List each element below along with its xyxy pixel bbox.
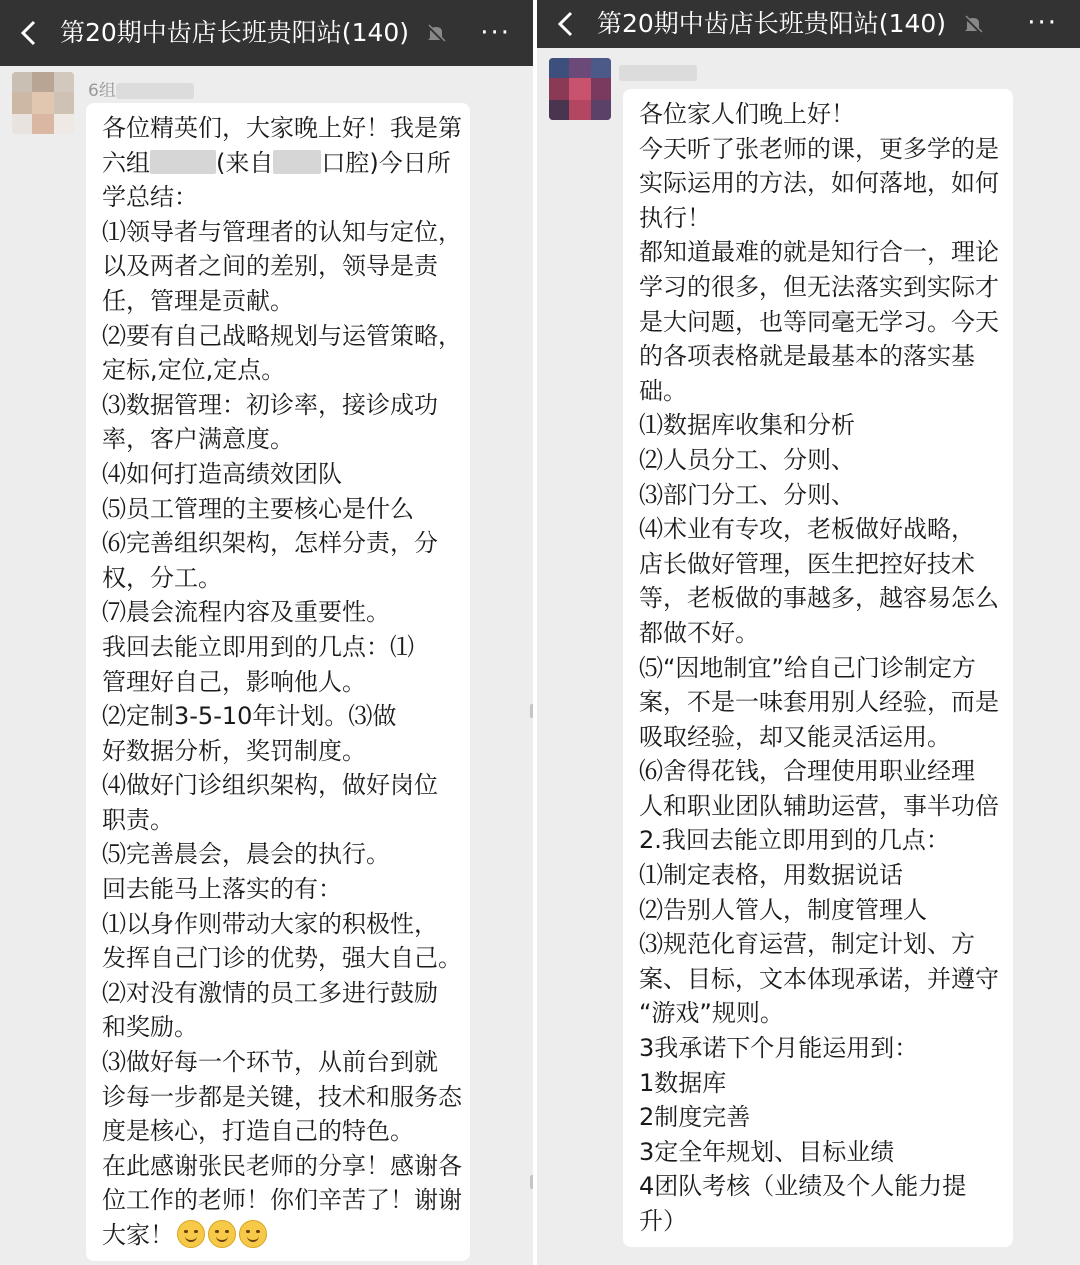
mute-bell-icon bbox=[962, 14, 984, 36]
message-line: 吸取经验，却又能灵活运用。 bbox=[639, 722, 951, 751]
chat-title bbox=[60, 0, 447, 66]
message-text: ⑴以身作则带动大家的积极性， bbox=[102, 909, 438, 938]
smile-emoji-icon bbox=[208, 1220, 236, 1248]
message-line bbox=[102, 1010, 456, 1045]
message-text: 回去能马上落实的有： bbox=[102, 875, 342, 904]
message-line: 案、目标，文本体现承诺，并遵守 bbox=[639, 964, 999, 993]
message-line: ⑷术业有专攻，老板做好战略， bbox=[639, 515, 975, 544]
message-line: 各位家人们晚上好！ bbox=[639, 100, 855, 128]
message-line: ⑵人员分工、分则、 bbox=[639, 445, 855, 474]
avatar[interactable] bbox=[549, 58, 611, 120]
message-line bbox=[102, 180, 456, 215]
message-text: 学总结： bbox=[102, 183, 198, 212]
message-text: ⑸员工管理的主要核心是什么 bbox=[102, 494, 414, 523]
message-text: ⑷如何打造高绩效团队 bbox=[102, 459, 342, 488]
chat-title-text: 第20期中齿店长班贵阳站(140) bbox=[60, 18, 410, 47]
message-line bbox=[102, 1045, 456, 1080]
message-line: 执行！ bbox=[639, 203, 711, 232]
message-line bbox=[102, 492, 456, 527]
message-text: 率，客户满意度。 bbox=[102, 425, 294, 454]
back-button[interactable] bbox=[551, 5, 581, 43]
message-text: 六组 bbox=[102, 148, 150, 177]
message-line: 升） bbox=[639, 1207, 687, 1235]
message-line: 都知道最难的就是知行合一，理论 bbox=[639, 238, 999, 267]
message-line: ⑶部门分工、分则、 bbox=[639, 480, 855, 509]
redacted-text bbox=[273, 150, 321, 174]
message-text: ⑵对没有激情的员工多进行鼓励 bbox=[102, 978, 438, 1007]
message-text: 度是核心，打造自己的特色。 bbox=[102, 1117, 414, 1146]
message-line: 人和职业团队辅助运营，事半功倍 bbox=[639, 791, 999, 820]
sender-name bbox=[619, 63, 697, 83]
message-text: ⑶做好每一个环节，从前台到就 bbox=[102, 1048, 438, 1077]
message-text: ⑴领导者与管理者的认知与定位， bbox=[102, 217, 462, 246]
message-text: 好数据分析，奖罚制度。 bbox=[102, 736, 366, 765]
scroll-indicator bbox=[530, 1175, 533, 1189]
avatar-image bbox=[549, 58, 611, 120]
redacted-name bbox=[619, 65, 697, 81]
message-line: 3我承诺下个月能运用到： bbox=[639, 1034, 919, 1063]
message-line bbox=[102, 215, 462, 250]
message-line: 今天听了张老师的课，更多学的是 bbox=[639, 134, 999, 163]
message-line bbox=[102, 561, 456, 596]
message-text: 大家！ bbox=[102, 1221, 174, 1249]
message-line bbox=[102, 1114, 456, 1149]
message-text: 位工作的老师！你们辛苦了！谢谢 bbox=[102, 1186, 462, 1215]
message-line: 1数据库 bbox=[639, 1068, 727, 1097]
message-line: ⑶规范化育运营，制定计划、方 bbox=[639, 930, 975, 959]
message-line bbox=[102, 665, 456, 700]
message-text: 发挥自己门诊的优势，强大自己。 bbox=[102, 944, 462, 973]
message-text: ⑶数据管理：初诊率，接诊成功 bbox=[102, 390, 438, 419]
message-bubble[interactable] bbox=[86, 103, 470, 1261]
chat-title-text: 第20期中齿店长班贵阳站(140) bbox=[597, 9, 947, 38]
message-line bbox=[102, 803, 456, 838]
message-line: 4团队考核（业绩及个人能力提 bbox=[639, 1172, 967, 1201]
message-text: 我回去能立即用到的几点：⑴ bbox=[102, 632, 414, 661]
message-text: ⑸完善晨会，晨会的执行。 bbox=[102, 840, 390, 869]
message-line: 店长做好管理，医生把控好技术 bbox=[639, 549, 975, 578]
more-menu-button[interactable]: ··· bbox=[1027, 8, 1058, 38]
message-line bbox=[102, 526, 456, 561]
message-line: ⑴数据库收集和分析 bbox=[639, 411, 855, 440]
scroll-indicator bbox=[530, 704, 533, 718]
message-text: ⑺晨会流程内容及重要性。 bbox=[102, 598, 390, 627]
message-line: ⑴制定表格，用数据说话 bbox=[639, 861, 903, 890]
message-text: 定标,定位,定点。 bbox=[102, 356, 286, 385]
message-line bbox=[102, 249, 456, 284]
message-line: 3定全年规划、目标业绩 bbox=[639, 1137, 895, 1166]
message-line bbox=[102, 907, 456, 942]
message-line bbox=[102, 1183, 462, 1218]
message-line bbox=[102, 941, 462, 976]
message-line bbox=[102, 595, 456, 630]
message-line: 学习的很多，但无法落实到实际才 bbox=[639, 272, 999, 301]
message-bubble[interactable] bbox=[623, 89, 1013, 1247]
message-text: 和奖励。 bbox=[102, 1013, 198, 1042]
message-text: 在此感谢张民老师的分享！感谢各 bbox=[102, 1151, 462, 1180]
message-line bbox=[102, 630, 456, 665]
message-line bbox=[102, 734, 456, 769]
back-button[interactable] bbox=[14, 14, 44, 52]
message-text: (来自 bbox=[216, 148, 274, 177]
redacted-text bbox=[150, 150, 216, 174]
sender-name bbox=[88, 76, 194, 101]
smile-emoji-icon bbox=[177, 1220, 205, 1248]
message-line bbox=[102, 111, 462, 146]
chat-panel-left bbox=[0, 0, 533, 1265]
message-text: 诊每一步都是关键，技术和服务态 bbox=[102, 1082, 462, 1111]
message-text: 各位精英们，大家晚上好！我是第 bbox=[102, 114, 462, 142]
message-line: 础。 bbox=[639, 376, 687, 405]
message-line: 2.我回去能立即用到的几点： bbox=[639, 826, 950, 855]
message-line: 实际运用的方法，如何落地，如何 bbox=[639, 169, 999, 198]
redacted-name bbox=[116, 83, 194, 99]
message-line bbox=[102, 353, 456, 388]
message-line bbox=[102, 146, 456, 181]
back-arrow-icon bbox=[556, 10, 576, 38]
message-line bbox=[102, 837, 456, 872]
message-line bbox=[102, 457, 456, 492]
message-text: 权，分工。 bbox=[102, 563, 222, 592]
message-line: ⑵告别人管人，制度管理人 bbox=[639, 895, 927, 924]
message-line bbox=[102, 388, 456, 423]
message-text: 管理好自己，影响他人。 bbox=[102, 667, 366, 696]
message-text: 任，管理是贡献。 bbox=[102, 286, 294, 315]
message-text: 口腔)今日所 bbox=[321, 148, 451, 177]
more-menu-button[interactable]: ··· bbox=[480, 18, 511, 48]
message-line bbox=[102, 1218, 456, 1253]
message-line bbox=[102, 1080, 462, 1115]
message-line bbox=[102, 699, 456, 734]
message-line bbox=[102, 976, 456, 1011]
smile-emoji-icon bbox=[239, 1220, 267, 1248]
back-arrow-icon bbox=[19, 19, 39, 47]
message-text: ⑵定制3-5-10年计划。⑶做 bbox=[102, 702, 397, 731]
chat-header bbox=[537, 0, 1080, 48]
message-line: 案，不是一味套用别人经验，而是 bbox=[639, 688, 999, 717]
chat-panel-right bbox=[537, 0, 1080, 1265]
message-line bbox=[102, 422, 456, 457]
message-text: ⑹完善组织架构，怎样分责，分 bbox=[102, 529, 438, 558]
message-text: 职责。 bbox=[102, 805, 174, 834]
message-line bbox=[102, 768, 456, 803]
sender-name-text: 6组 bbox=[88, 81, 116, 101]
chat-title bbox=[597, 0, 984, 48]
message-line: ⑹舍得花钱，合理使用职业经理 bbox=[639, 757, 975, 786]
message-line: ⑸“因地制宜”给自己门诊制定方 bbox=[639, 653, 976, 682]
avatar[interactable] bbox=[12, 72, 74, 134]
message-line bbox=[102, 1149, 462, 1184]
mute-bell-icon bbox=[425, 23, 447, 45]
message-line: 的各项表格就是最基本的落实基 bbox=[639, 342, 975, 371]
message-line: 等，老板做的事越多，越容易怎么 bbox=[639, 584, 999, 613]
message-text: ⑷做好门诊组织架构，做好岗位 bbox=[102, 771, 438, 800]
message-line: 2制度完善 bbox=[639, 1103, 751, 1132]
message-line bbox=[102, 872, 456, 907]
message-line bbox=[102, 284, 456, 319]
message-text: 以及两者之间的差别，领导是责 bbox=[102, 252, 438, 281]
message-text: ⑵要有自己战略规划与运管策略， bbox=[102, 321, 462, 350]
message-line: “游戏”规则。 bbox=[639, 999, 784, 1028]
chat-header bbox=[0, 0, 533, 66]
message-line: 都做不好。 bbox=[639, 618, 759, 647]
message-line: 是大问题，也等同毫无学习。今天 bbox=[639, 307, 999, 336]
avatar-image bbox=[12, 72, 74, 134]
message-line bbox=[102, 319, 462, 354]
